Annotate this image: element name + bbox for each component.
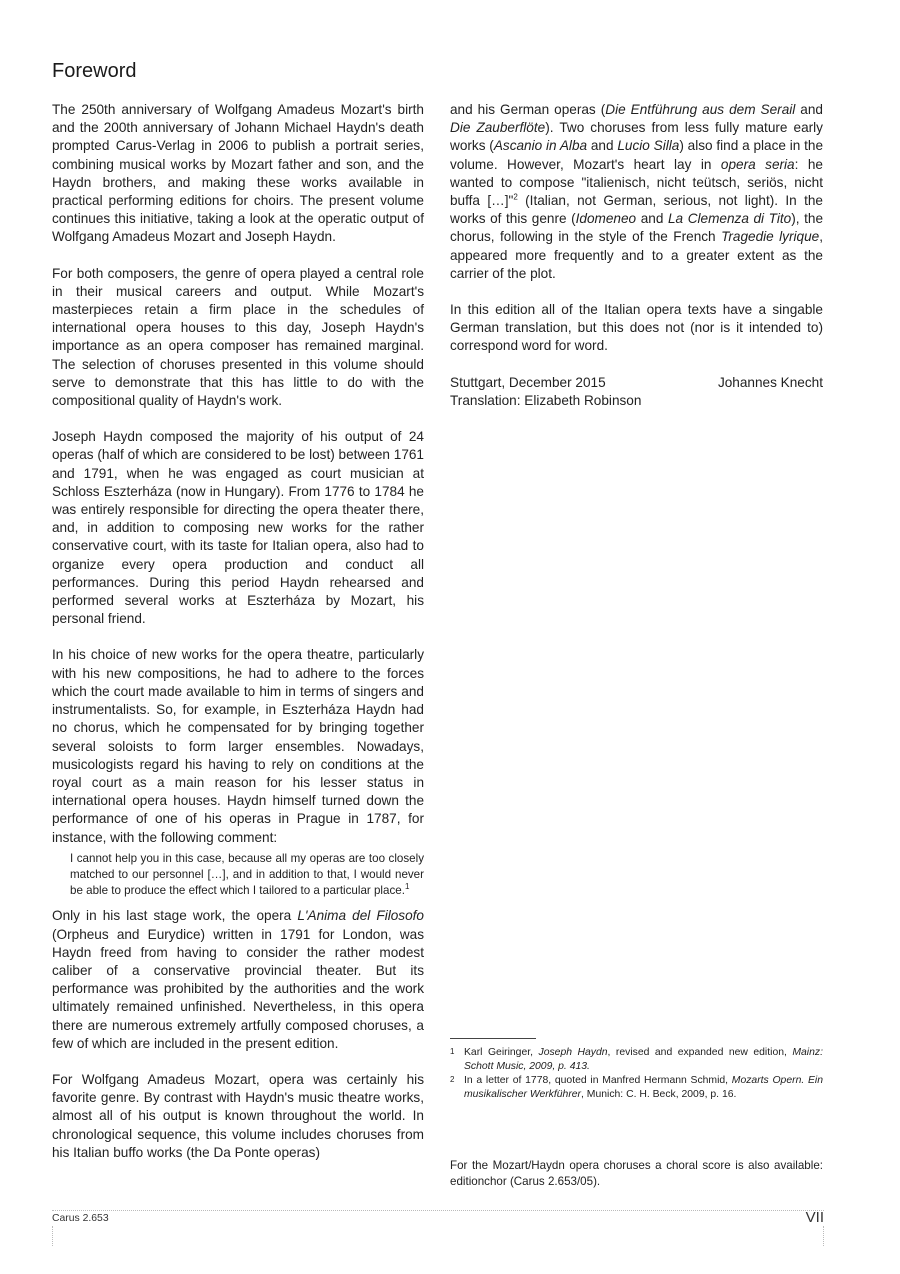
- opera-title: Idomeneo: [575, 211, 637, 227]
- text-run: and: [795, 102, 823, 117]
- paragraph-last-stage-work: [52, 907, 424, 1053]
- footnote-text: [464, 1074, 823, 1101]
- text-run: ). Two choruses from less fully mature early works (: [450, 120, 823, 154]
- footer-divider: [52, 1210, 824, 1211]
- footnote-number: 1: [450, 1047, 455, 1056]
- text-run: Karl Geiringer,: [464, 1047, 539, 1058]
- footnote-text: [464, 1046, 823, 1073]
- block-quote: [70, 851, 424, 900]
- catalog-number: Carus 2.653: [52, 1213, 109, 1224]
- text-run: In a letter of 1778, quoted in Manfred Hermann Schmid,: [464, 1075, 732, 1086]
- left-column: [52, 101, 424, 1180]
- text-run: and his German operas (: [450, 102, 606, 117]
- text-run: and: [587, 138, 618, 154]
- footnotes: [450, 1046, 823, 1102]
- paragraph-genre-of-opera: For both composers, the genre of opera played a central role in their musical careers and output. While Mozart's masterpieces retain a firm place in the schedules of international opera houses to this day, Joseph Haydn's importance as an opera composer has remained marginal. The selection of choruses presented in this volume should serve to demonstrate that this has little to do with the compositional quality of Haydn's work.: [52, 265, 424, 409]
- footnote-2: [450, 1074, 823, 1101]
- signature-row: [450, 374, 823, 392]
- text-run: Only in his last stage work, the opera: [52, 908, 298, 924]
- choral-score-note: For the Mozart/Haydn opera choruses a choral score is also available: editionchor (Carus 2.653/05).: [450, 1159, 823, 1188]
- footnote-ref-1: 1: [404, 882, 410, 892]
- book-title: Joseph Haydn: [538, 1047, 608, 1058]
- text-run: : he wanted to compose "italienisch, nicht teütsch, seriös, nicht buffa […]": [450, 156, 823, 209]
- opera-title: Ascanio in Alba: [493, 138, 588, 154]
- footnote-number: 2: [450, 1075, 455, 1084]
- text-run: ), the chorus, following in the style of the French: [450, 211, 824, 245]
- text-run: and: [636, 211, 668, 227]
- crop-mark-right: [823, 1226, 824, 1246]
- page-title: Foreword: [52, 60, 137, 82]
- translator-credit: Translation: Elizabeth Robinson: [450, 392, 642, 408]
- opera-title: Lucio Silla: [617, 138, 680, 154]
- place-date: Stuttgart, December 2015: [450, 374, 606, 390]
- opera-title: La Clemenza di Tito: [668, 211, 792, 227]
- text-run: (Orpheus and Eurydice) written in 1791 for London, was Haydn freed from having to consider the rather modest caliber of a conservative provincial theater. But its performance was prohibited by the authorities and the work ultimately remained unfinished. Nevertheless, in this opera there are numerous extremely artfully composed choruses, a few of which are included in the present edition.: [52, 926, 424, 1051]
- right-column: [450, 101, 823, 428]
- paragraph-translation-note: In this edition all of the Italian opera texts have a singable German translation, but this does not (nor is it intended to) correspond word for word.: [450, 302, 823, 354]
- text-run: (Italian, not German, serious, not light). In the works of this genre (: [450, 193, 823, 227]
- footnote-1: [450, 1046, 823, 1073]
- paragraph-anniversary: The 250th anniversary of Wolfgang Amadeus Mozart's birth and the 200th anniversary of Johann Michael Haydn's death prompted Carus-Verlag in 2006 to publish a portrait series, combining musical works by Mozart father and son, and the Haydn brothers, and making these works available in practical performing editions for choirs. The present volume continues this initiative, taking a look at the operatic output of Wolfgang Amadeus Mozart and Joseph Haydn.: [52, 102, 424, 245]
- opera-title: L'Anima del Filosofo: [297, 908, 424, 924]
- footnote-ref-2: 2: [513, 192, 518, 202]
- paragraph-mozart-opera: For Wolfgang Amadeus Mozart, opera was certainly his favorite genre. By contrast with Haydn's music theatre works, almost all of his output is known throughout the world. In chronological sequence, this volume includes choruses from his Italian buffo works (the Da Ponte operas): [52, 1071, 424, 1160]
- author-name: Johannes Knecht: [717, 374, 823, 390]
- footnote-divider: [450, 1038, 536, 1039]
- book-title: Mozarts Opern. Ein musikalischer Werkführer: [464, 1075, 823, 1100]
- genre-term: Tragedie lyrique: [721, 229, 820, 245]
- paragraph-choice-of-works: In his choice of new works for the opera theatre, particularly with his new compositions, he had to adhere to the forces which the court made available to him in terms of singers and instrumentalists. So, for example, in Eszterháza Haydn had no chorus, which he compensated for by bringing together several soloists to form larger ensembles. Nowadays, musicologists regard his having to rely on conditions at the royal court as a main reason for his lesser status in international opera houses. Haydn himself turned down the performance of one of his operas in Prague in 1787, for instance, with the following comment:: [52, 647, 424, 845]
- page-number: VII: [805, 1209, 824, 1226]
- quote-text: I cannot help you in this case, because all my operas are too closely matched to our personnel […], and in addition to that, I would never be able to produce the effect which I tailored to a particular place.: [70, 851, 424, 898]
- text-run: , revised and expanded new edition,: [607, 1047, 793, 1058]
- text-run: , Munich: C. H. Beck, 2009, p. 16.: [581, 1088, 737, 1100]
- crop-mark-left: [52, 1226, 53, 1246]
- text-run: ) also find a place in the volume. However, Mozart's heart lay in: [450, 138, 824, 172]
- paragraph-german-operas: [450, 101, 823, 283]
- paragraph-haydn-operas: Joseph Haydn composed the majority of his output of 24 operas (half of which are considered to be lost) between 1761 and 1791, when he was engaged as court musician at Schloss Eszterháza (now in Hungary). From 1776 to 1784 he was entirely responsible for directing the opera theater there, and, in addition to composing new works for the rather conservative court, with its taste for Italian opera, also had to organize every opera production and conduct all performances. During this period Haydn rehearsed and performed several works at Eszterháza by Mozart, his personal friend.: [52, 429, 424, 627]
- publisher-info: Mainz: Schott Music, 2009, p. 413.: [464, 1047, 823, 1072]
- genre-term: opera seria: [720, 156, 795, 172]
- opera-title: Die Zauberflöte: [450, 120, 546, 136]
- text-run: , appeared more frequently and to a greater extent as the carrier of the plot.: [450, 229, 823, 281]
- opera-title: Die Entführung aus dem Serail: [605, 102, 796, 117]
